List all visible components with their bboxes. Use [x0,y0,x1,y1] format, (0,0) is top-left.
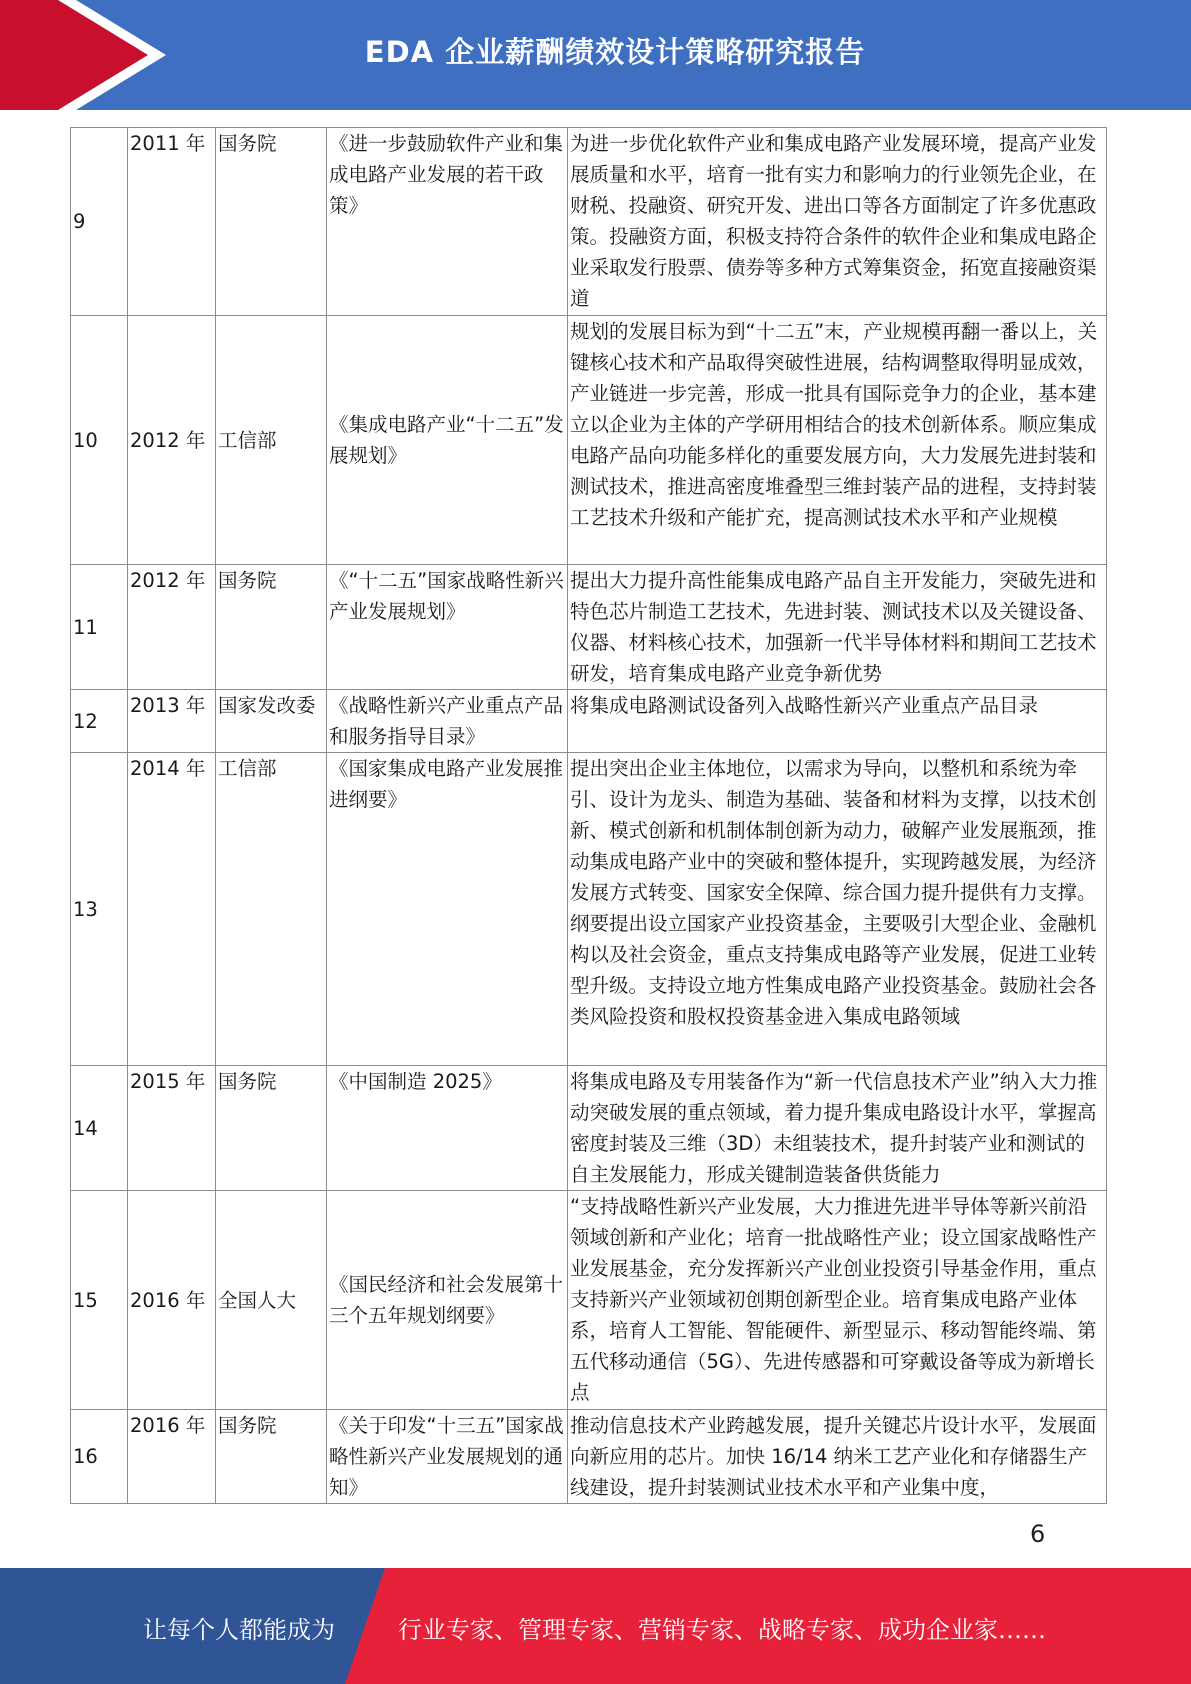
row-year: 2012 年 [128,316,216,565]
row-department: 工信部 [216,316,327,565]
row-department: 国务院 [216,1410,327,1504]
policy-table [70,127,1107,1504]
row-content: 提出大力提升高性能集成电路产品自主开发能力，突破先进和特色芯片制造工艺技术，先进封装、测试技术以及关键设备、仪器、材料核心技术，加强新一代半导体材料和期间工艺技术研发，培育集成电路产业竞争新优势 [568,565,1107,690]
row-year: 2013 年 [128,690,216,753]
row-content: 提出突出企业主体地位，以需求为导向，以整机和系统为牵引、设计为龙头、制造为基础、装备和材料为支撑，以技术创新、模式创新和机制体制创新为动力，破解产业发展瓶颈，推动集成电路产业中的突破和整体提升，实现跨越发展，为经济发展方式转变、国家安全保障、综合国力提升提供有力支撑。纲要提出设立国家产业投资基金，主要吸引大型企业、金融机构以及社会资金，重点支持集成电路等产业发展，促进工业转型升级。支持设立地方性集成电路产业投资基金。鼓励社会各类风险投资和股权投资基金进入集成电路领域 [568,753,1107,1066]
row-policy: 《“十二五”国家战略性新兴产业发展规划》 [327,565,568,690]
table-row [71,316,1107,565]
row-number: 11 [71,565,128,690]
row-content: 将集成电路测试设备列入战略性新兴产业重点产品目录 [568,690,1107,753]
row-policy: 《进一步鼓励软件产业和集成电路产业发展的若干政策》 [327,128,568,316]
page-header [0,0,1191,110]
row-content: 将集成电路及专用装备作为“新一代信息技术产业”纳入大力推动突破发展的重点领域，着力提升集成电路设计水平，掌握高密度封装及三维（3D）未组装技术，提升封装产业和测试的自主发展能力，形成关键制造装备供货能力 [568,1066,1107,1191]
row-policy: 《国家集成电路产业发展推进纲要》 [327,753,568,1066]
row-department: 国务院 [216,565,327,690]
table-row [71,128,1107,316]
row-policy: 《战略性新兴产业重点产品和服务指导目录》 [327,690,568,753]
table-row [71,565,1107,690]
row-department: 全国人大 [216,1191,327,1410]
row-year: 2016 年 [128,1410,216,1504]
row-content: 推动信息技术产业跨越发展，提升关键芯片设计水平，发展面向新应用的芯片。加快 16/14 纳米工艺产业化和存储器生产线建设，提升封装测试业技术水平和产业集中度， [568,1410,1107,1504]
table-row [71,753,1107,1066]
row-year: 2015 年 [128,1066,216,1191]
row-department: 工信部 [216,753,327,1066]
row-department: 国务院 [216,1066,327,1191]
row-content: 为进一步优化软件产业和集成电路产业发展环境，提高产业发展质量和水平，培育一批有实力和影响力的行业领先企业，在财税、投融资、研究开发、进出口等各方面制定了许多优惠政策。投融资方面，积极支持符合条件的软件企业和集成电路企业采取发行股票、债券等多种方式筹集资金，拓宽直接融资渠道 [568,128,1107,316]
row-year: 2014 年 [128,753,216,1066]
row-year: 2011 年 [128,128,216,316]
row-policy: 《国民经济和社会发展第十三个五年规划纲要》 [327,1191,568,1410]
row-year: 2012 年 [128,565,216,690]
page-number: 6 [1030,1520,1046,1548]
table-row [71,1410,1107,1504]
row-content: 规划的发展目标为到“十二五”末，产业规模再翻一番以上，关键核心技术和产品取得突破性进展，结构调整取得明显成效，产业链进一步完善，形成一批具有国际竞争力的企业，基本建立以企业为主体的产学研用相结合的技术创新体系。顺应集成电路产品向功能多样化的重要发展方向，大力发展先进封装和测试技术，推进高密度堆叠型三维封装产品的进程，支持封装工艺技术升级和产能扩充，提高测试技术水平和产业规模 [568,316,1107,565]
report-title: EDA 企业薪酬绩效设计策略研究报告 [364,35,866,69]
row-number: 13 [71,753,128,1066]
row-number: 10 [71,316,128,565]
row-policy: 《关于印发“十三五”国家战略性新兴产业发展规划的通知》 [327,1410,568,1504]
row-number: 16 [71,1410,128,1504]
row-year: 2016 年 [128,1191,216,1410]
row-policy: 《集成电路产业“十二五”发展规划》 [327,316,568,565]
table-row [71,690,1107,753]
row-content: “支持战略性新兴产业发展，大力推进先进半导体等新兴前沿领域创新和产业化；培育一批战略性产业；设立国家战略性产业发展基金，充分发挥新兴产业创业投资引导基金作用，重点支持新兴产业领域初创期创新型企业。培育集成电路产业体系，培育人工智能、智能硬件、新型显示、移动智能终端、第五代移动通信（5G）、先进传感器和可穿戴设备等成为新增长点 [568,1191,1107,1410]
row-number: 15 [71,1191,128,1410]
footer-slogan-right: 行业专家、管理专家、营销专家、战略专家、成功企业家…… [398,1616,1046,1644]
table-row [71,1066,1107,1191]
table-row [71,1191,1107,1410]
row-number: 9 [71,128,128,316]
page-footer [0,1568,1191,1684]
row-number: 12 [71,690,128,753]
footer-slogan-left: 让每个人都能成为 [143,1616,335,1644]
row-number: 14 [71,1066,128,1191]
row-policy: 《中国制造 2025》 [327,1066,568,1191]
row-department: 国家发改委 [216,690,327,753]
row-department: 国务院 [216,128,327,316]
